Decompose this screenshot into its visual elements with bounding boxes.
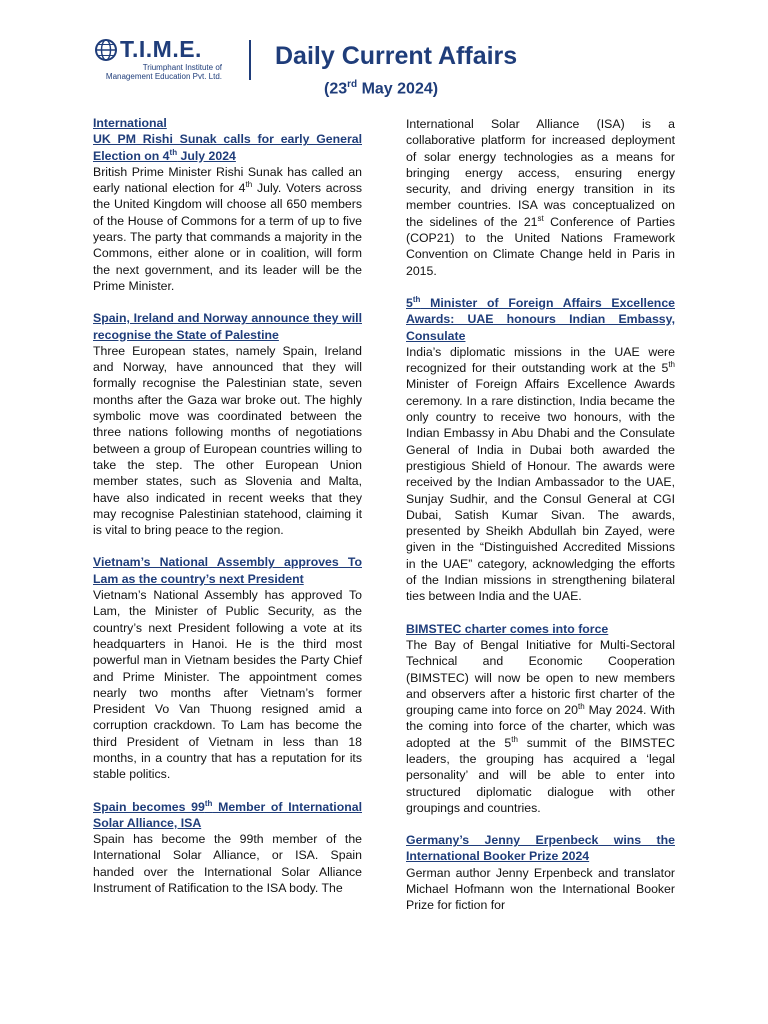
article-headline: BIMSTEC charter comes into force <box>406 621 609 636</box>
article-headline: Spain, Ireland and Norway announce they will recognise the State of Palestine <box>93 311 362 342</box>
article <box>406 832 675 913</box>
section-label: International <box>93 116 167 130</box>
body-text: Conference of Parties (COP21) to the United Nations Framework Convention on Climate Change held in Paris in 2015. <box>406 214 676 278</box>
date-day: (23 <box>324 80 348 98</box>
article <box>93 554 362 782</box>
time-logo <box>94 38 234 88</box>
article-body <box>406 116 675 279</box>
right-column <box>406 116 675 930</box>
headline-text: UK PM Rishi Sunak calls for early General Election on 4 <box>93 132 362 163</box>
body-sup: th <box>577 702 585 711</box>
article <box>93 131 362 294</box>
body-sup: th <box>245 180 253 190</box>
body-sup: th <box>511 734 518 744</box>
article-body: German author Jenny Erpenbeck and translator Michael Hofmann won the International Booker Prize for fiction for <box>406 865 675 913</box>
page-title: Daily Current Affairs <box>275 42 518 70</box>
logo-subtitle-line-1: Triumphant Institute of <box>142 63 222 72</box>
body-text: summit of the BIMSTEC leaders, the grouping has acquired a ‘legal personality’ and will be able to enter into structured diplomatic dialogue with other groupings and countries. <box>406 735 675 815</box>
date-suffix: rd <box>347 79 358 90</box>
body-text: India’s diplomatic missions in the UAE were recognized for their outstanding work at the 5 <box>406 344 675 376</box>
logo-subtitle <box>98 63 222 81</box>
body-text: Minister of Foreign Affairs Excellence Awards ceremony. In a rare distinction, India became the only country to receive two honours, with the Indian Embassy in Abu Dhabi and the Consulate General of India in Dubai both awarded the prestigious Shield of Honour. The awards were received by the Indian Ambassador to the UAE, Sunjay Sudhir, and the Consul General at CGI Dubai, Satish Kumar Sivan. The awards, presented by Sheikh Abdullah bin Zayed, were given in the “Distinguished Accredited Missions in the UAE” category, acknowledging the efforts of the Indian missions in strengthening bilateral ties between India and the UAE. <box>406 377 675 604</box>
headline-sup: th <box>169 147 178 157</box>
body-text: July. Voters across the United Kingdom will choose all 650 members of the House of Commons for a term of up to five years. The party that commands a majority in the Commons, either alone or in coalition, will form the next government, and its leader will be the Prime Minister. <box>93 181 363 293</box>
headline-sup: th <box>204 798 213 808</box>
article <box>406 295 675 605</box>
headline-sup: th <box>412 294 421 304</box>
logo-text: T.I.M.E. <box>120 36 202 62</box>
article-headline <box>93 799 362 832</box>
article-headline: Germany’s Jenny Erpenbeck wins the International Booker Prize 2024 <box>406 833 675 864</box>
article-continued <box>406 116 675 279</box>
article-headline: Vietnam’s National Assembly approves To Lam as the country’s next President <box>93 555 362 586</box>
body-text: International Solar Alliance (ISA) is a collaborative platform for increased deployment of solar energy technologies as a means for bringing energy access, ensuring energy security, and driving energy transition in its member countries. ISA was conceptualized on the sidelines of the 21 <box>406 117 675 229</box>
body-sup: th <box>668 360 675 370</box>
article-body <box>93 164 362 294</box>
article-body <box>406 637 675 816</box>
article <box>93 799 362 897</box>
header-divider <box>249 40 251 80</box>
article-body: Vietnam’s National Assembly has approved To Lam, the Minister of Public Security, as the country’s next President following a vote at its headquarters in Hanoi. He is the third most powerful man in Vietnam besides the Party Chief and Prime Minister. The appointment comes nearly two months after Vietnam’s former President Vo Van Thuong resigned amid a corruption crackdown. To Lam has become the third President of Vietnam in less than 18 months, in a country that has a reputation for its stable politics. <box>93 588 362 782</box>
article-body: Three European states, namely Spain, Ireland and Norway, have announced that they will formally recognise the Palestinian state, seven months after the Gaza war broke out. The highly symbolic move was coordinated between the three nations following months of negotiations between a group of European countries willing to take the step. The other European Union member states, such as Slovenia and Malta, have also indicated in recent weeks that they may recognise Palestinian statehood, claiming it is vital to bring peace to the region. <box>93 343 362 538</box>
date-month-year: May 2024) <box>357 80 439 98</box>
article-body: Spain has become the 99th member of the International Solar Alliance, or ISA. Spain handed over the International Solar Alliance Instrument of Ratification to the ISA body. The <box>93 832 362 896</box>
left-column <box>93 115 362 912</box>
body-text: British Prime Minister Rishi Sunak has called an early national election for 4 <box>93 164 362 196</box>
headline-text: Spain becomes 99 <box>93 799 205 814</box>
headline-text: July 2024 <box>177 148 236 163</box>
body-sup: st <box>537 213 544 223</box>
headline-text: 5 <box>406 295 413 310</box>
logo-subtitle-line-2: Management Education Pvt. Ltd. <box>105 72 222 81</box>
article-headline <box>93 131 362 164</box>
body-text: May 2024. With the coming into force of the charter, which was adopted at the 5 <box>406 703 675 750</box>
headline-text: Minister of Foreign Affairs Excellence Awards: UAE honours Indian Embassy, Consulate <box>406 295 675 343</box>
page-header <box>92 36 692 106</box>
article-body <box>406 344 675 605</box>
body-text: The Bay of Bengal Initiative for Multi-Sectoral Technical and Economic Cooperation (BIMSTEC) will now be open to new members and observers after a historic first charter of the grouping came into force on 20 <box>406 637 675 718</box>
article <box>406 621 675 817</box>
article-headline <box>406 295 675 344</box>
globe-icon <box>94 38 120 64</box>
page-date <box>324 79 438 98</box>
headline-text: Member of International Solar Alliance, ISA <box>93 799 362 830</box>
article <box>93 310 362 538</box>
